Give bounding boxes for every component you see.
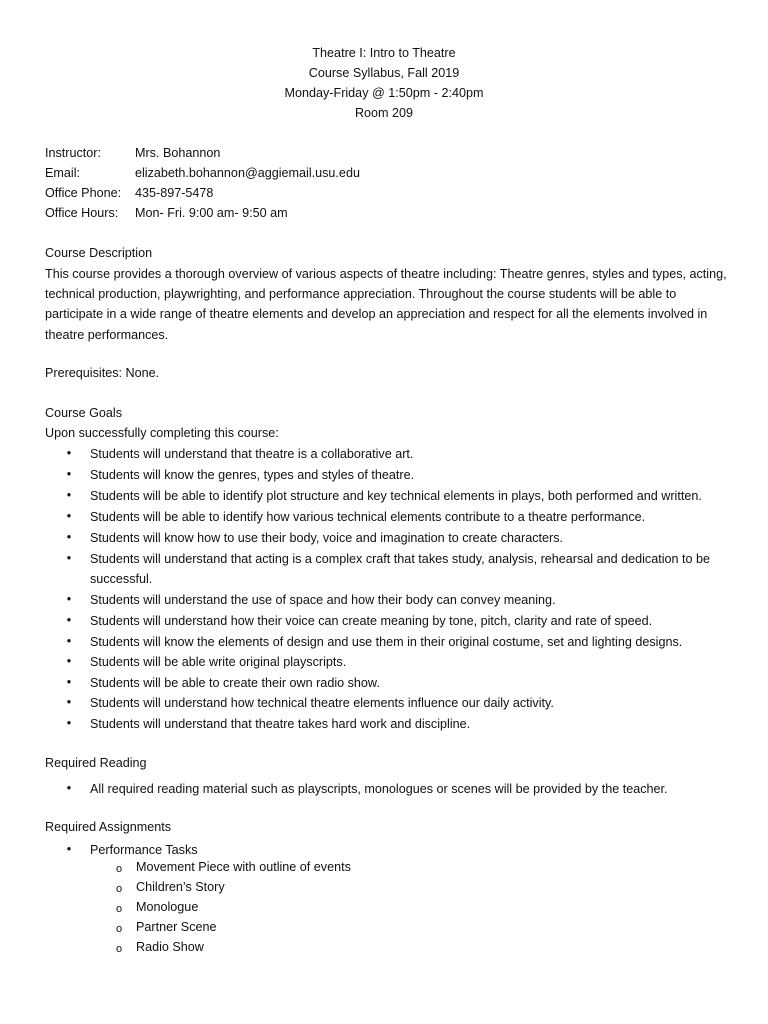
email-label: Email:	[45, 166, 80, 180]
bullet-icon: •	[66, 695, 72, 709]
circle-bullet-icon: o	[115, 923, 123, 935]
assignment-item: Partner Scene	[136, 920, 217, 934]
reading-heading: Required Reading	[45, 756, 147, 770]
bullet-icon: •	[66, 654, 72, 668]
goal-item: Students will understand how technical theatre elements influence our daily activity.	[90, 696, 554, 710]
goals-heading: Course Goals	[45, 406, 122, 420]
bullet-icon: •	[66, 842, 72, 856]
office-phone-label: Office Phone:	[45, 186, 122, 200]
bullet-icon: •	[66, 781, 72, 795]
prerequisites-text: Prerequisites: None.	[45, 366, 160, 380]
office-hours-label: Office Hours:	[45, 206, 119, 220]
reading-item: All required reading material such as playscripts, monologues or scenes will be provided by the teacher.	[90, 782, 668, 796]
circle-bullet-icon: o	[115, 883, 123, 895]
assignment-item: Monologue	[136, 900, 199, 914]
instructor-value: Mrs. Bohannon	[135, 146, 221, 160]
goal-item: Students will understand that theatre is a collaborative art.	[90, 447, 414, 461]
bullet-icon: •	[66, 675, 72, 689]
bullet-icon: •	[66, 467, 72, 481]
goal-item: Students will know how to use their body, voice and imagination to create characters.	[90, 531, 563, 545]
bullet-icon: •	[66, 488, 72, 502]
bullet-icon: •	[66, 446, 72, 460]
course-schedule: Monday-Friday @ 1:50pm - 2:40pm	[284, 86, 484, 100]
goal-item: Students will understand that acting is a complex craft that takes study, analysis, rehearsal and dedication to be successful.	[90, 552, 711, 587]
description-heading: Course Description	[45, 246, 153, 260]
bullet-icon: •	[66, 613, 72, 627]
goal-item: Students will know the elements of design and use them in their original costume, set and lighting designs.	[90, 635, 683, 649]
bullet-icon: •	[66, 634, 72, 648]
goal-item: Students will be able to create their own radio show.	[90, 676, 380, 690]
bullet-icon: •	[66, 716, 72, 730]
bullet-icon: •	[66, 592, 72, 606]
goals-intro: Upon successfully completing this course:	[45, 426, 279, 440]
description-text: This course provides a thorough overview of various aspects of theatre including: Theatre genres, styles and types, acting, technical production, playwrighting, and performance appreciation. Throughout the course students will be able to participate in a wide range of theatre elements and develop an appreciation and respect for all the elements involved in theatre performances.	[45, 267, 727, 342]
circle-bullet-icon: o	[115, 903, 123, 915]
assignment-item: Children’s Story	[136, 880, 225, 894]
course-title: Theatre I: Intro to Theatre	[312, 46, 456, 60]
bullet-icon: •	[66, 509, 72, 523]
goal-item: Students will be able to identify plot structure and key technical elements in plays, both performed and written.	[90, 489, 702, 503]
assignments-heading: Required Assignments	[45, 820, 172, 834]
goal-item: Students will know the genres, types and styles of theatre.	[90, 468, 415, 482]
circle-bullet-icon: o	[115, 863, 123, 875]
office-hours-value: Mon- Fri. 9:00 am- 9:50 am	[135, 206, 288, 220]
course-subtitle: Course Syllabus, Fall 2019	[308, 66, 460, 80]
assignment-item: Radio Show	[136, 940, 204, 954]
goal-item: Students will be able write original playscripts.	[90, 655, 347, 669]
bullet-icon: •	[66, 551, 72, 565]
instructor-label: Instructor:	[45, 146, 101, 160]
email-value: elizabeth.bohannon@aggiemail.usu.edu	[135, 166, 360, 180]
goal-item: Students will be able to identify how various technical elements contribute to a theatre performance.	[90, 510, 646, 524]
bullet-icon: •	[66, 530, 72, 544]
goal-item: Students will understand how their voice can create meaning by tone, pitch, clarity and rate of speed.	[90, 614, 653, 628]
goal-item: Students will understand that theatre takes hard work and discipline.	[90, 717, 471, 731]
assignments-category: Performance Tasks	[90, 843, 198, 857]
goal-item: Students will understand the use of space and how their body can convey meaning.	[90, 593, 556, 607]
course-room: Room 209	[354, 106, 414, 120]
circle-bullet-icon: o	[115, 943, 123, 955]
office-phone-value: 435-897-5478	[135, 186, 214, 200]
assignment-item: Movement Piece with outline of events	[136, 860, 351, 874]
